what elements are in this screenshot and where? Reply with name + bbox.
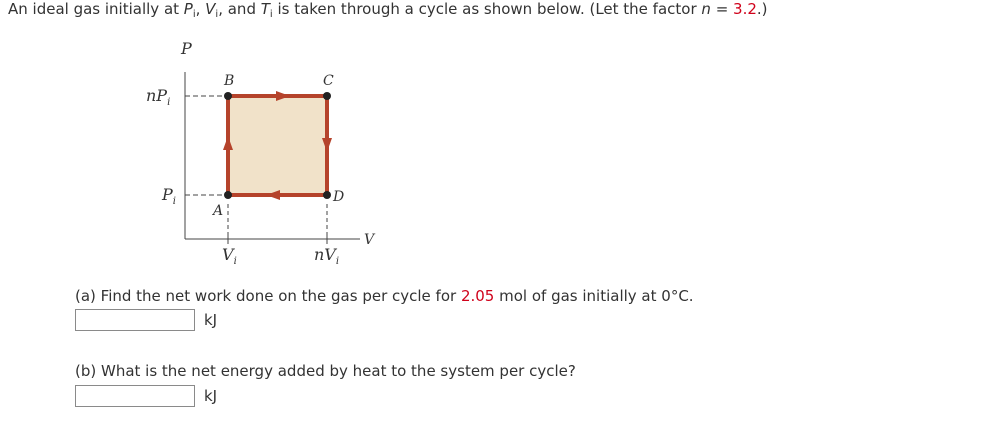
label-nPi: $nP_i$ [146,86,171,108]
part-a-answer-input[interactable] [75,309,195,331]
part-a-text: (a) Find the net work done on the gas per cycle for [75,287,461,305]
v-subscript: i [215,9,219,20]
label-Pi: $P_i$ [162,185,176,207]
p-symbol: P [183,0,193,18]
separator: , and [218,0,261,18]
point-C [323,92,331,100]
pv-diagram [130,34,390,274]
part-b-text: (b) What is the net energy added by heat to the system per cycle? [75,362,576,380]
label-point-A: A [213,203,224,219]
label-point-B: B [224,73,235,89]
axis-label-p: P [181,39,192,58]
part-a-unit: kJ [204,311,218,329]
v-symbol: V [205,0,216,18]
cycle-region [228,96,327,195]
label-nVi: $nV_i$ [314,245,340,267]
t-symbol: T [260,0,270,18]
intro-close: .) [756,0,768,18]
point-B [224,92,232,100]
equals-sign: = [710,0,734,18]
part-a-question [75,287,694,305]
axis-label-v: V [364,232,375,248]
point-D [323,191,331,199]
problem-statement [8,0,768,18]
part-a-text-end: mol of gas initially at 0°C. [494,287,694,305]
part-b-answer-input[interactable] [75,385,195,407]
part-b-question [75,362,576,380]
intro-text: An ideal gas initially at [8,0,184,18]
separator: , [195,0,206,18]
p-subscript: i [192,9,196,20]
t-subscript: i [269,9,273,20]
n-symbol: n [701,0,711,18]
moles-value: 2.05 [460,287,495,305]
label-point-D: D [333,189,345,205]
part-b-unit: kJ [204,387,218,405]
intro-text-continued: is taken through a cycle as shown below. (Let the factor [272,0,702,18]
label-point-C: C [323,73,334,89]
point-A [224,191,232,199]
label-Vi: $V_i$ [222,245,237,267]
n-value: 3.2 [733,0,757,18]
